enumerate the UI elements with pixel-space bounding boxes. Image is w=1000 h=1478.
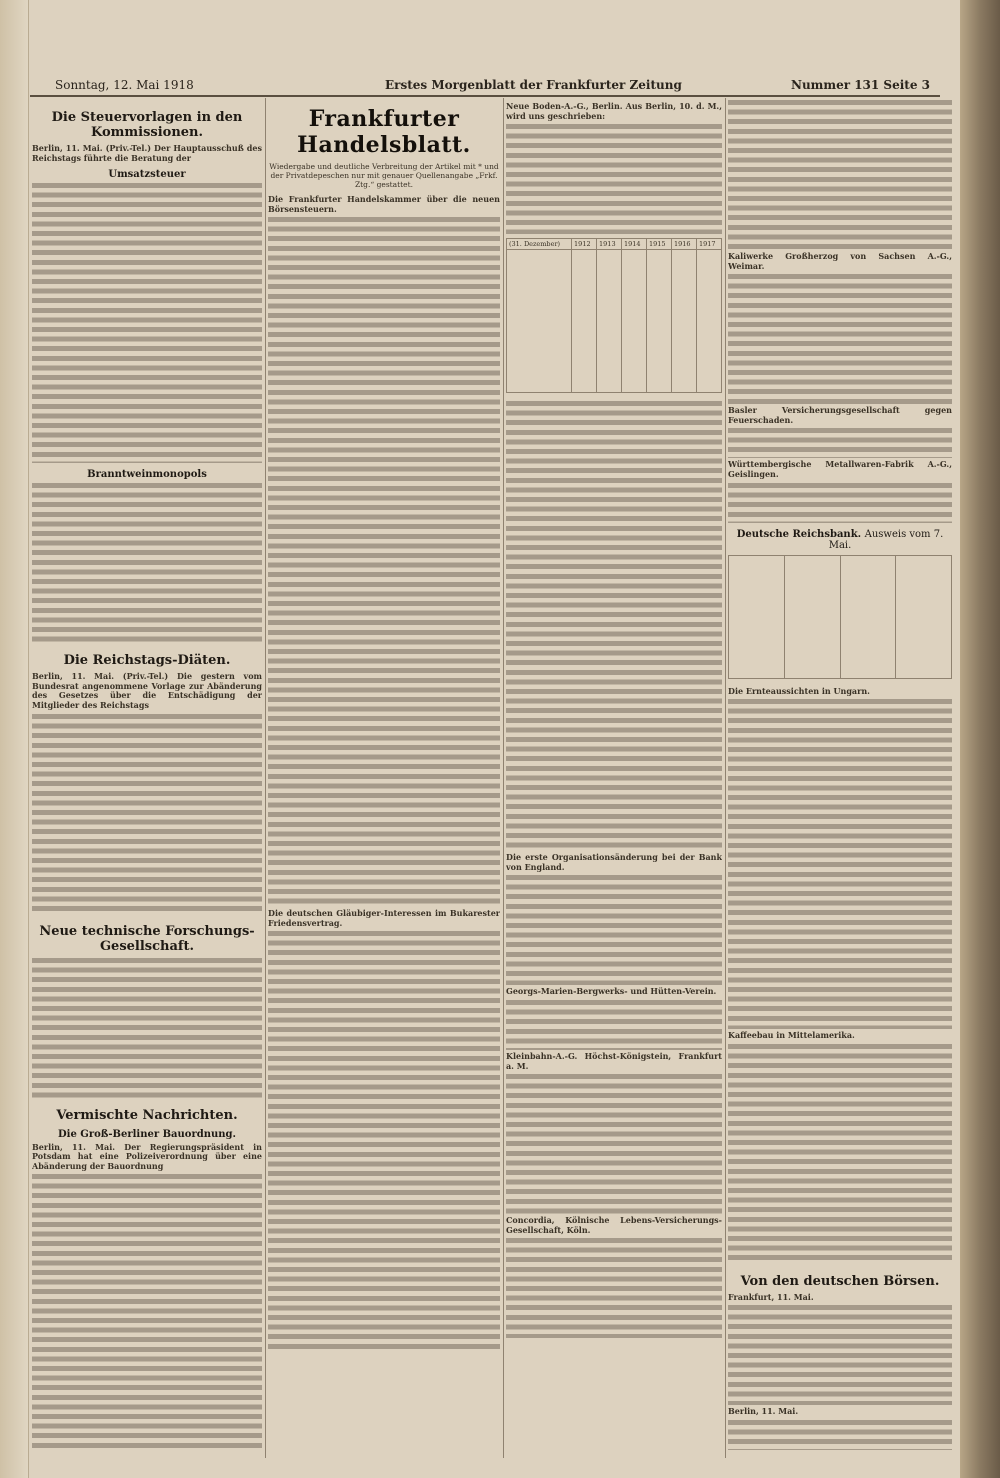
article-body xyxy=(506,1074,722,1214)
table-row xyxy=(729,555,952,678)
reichsbank-note: Ausweis vom 7. Mai. xyxy=(828,528,944,551)
article-lead: Die Frankfurter Handelskammer über die neuen Börsensteuern. xyxy=(268,194,500,214)
column-1 xyxy=(32,100,262,1450)
headline-reichstags-diaeten: Die Reichstags-Diäten. xyxy=(63,653,231,669)
article-body xyxy=(32,958,262,1098)
section-title-handelsblatt: Frankfurter Handelsblatt. xyxy=(297,106,471,158)
article-lead: Frankfurt, 11. Mai. xyxy=(728,1291,814,1302)
article-lead: Die Ernteaussichten in Ungarn. xyxy=(728,685,870,696)
table-header: 1915 xyxy=(647,239,672,250)
reichsbank-table xyxy=(728,555,952,679)
table-header: 1916 xyxy=(671,239,696,250)
article-body xyxy=(728,1420,952,1450)
article-lead: Concordia, Kölnische Lebens-Versicherungs-Gesellschaft, Köln. xyxy=(506,1215,722,1235)
article-body xyxy=(728,699,952,1029)
headline-steuervorlagen: Die Steuervorlagen in den Kommissionen. xyxy=(51,110,243,140)
article-lead: Berlin, 11. Mai. Der Regierungspräsident in Potsdam hat eine Polizeiverordnung über eine Abänderung der Bauordnung xyxy=(32,1141,262,1171)
column-3 xyxy=(506,100,722,1450)
article-lead: Kaliwerke Großherzog von Sachsen A.-G., Weimar. xyxy=(728,251,952,271)
article-lead: Die deutschen Gläubiger-Interessen im Bukarester Friedensvertrag. xyxy=(268,908,500,928)
article-body xyxy=(268,217,500,907)
article-body xyxy=(728,100,952,250)
article-body xyxy=(506,1238,722,1338)
table-header: 1914 xyxy=(622,239,647,250)
table-header: 1917 xyxy=(696,239,721,250)
article-lead: Neue Boden-A.-G., Berlin. Aus Berlin, 10. d. M., wird uns geschrieben: xyxy=(506,101,722,121)
masthead-title: Erstes Morgenblatt der Frankfurter Zeitung xyxy=(385,78,682,92)
article-lead: Berlin, 11. Mai. xyxy=(728,1406,799,1417)
article-lead: Berlin, 11. Mai. (Priv.-Tel.) Der Hauptausschuß des Reichstags führte die Beratung der xyxy=(32,143,262,163)
masthead-date: Sonntag, 12. Mai 1918 xyxy=(55,78,194,92)
article-lead: Die erste Organisationsänderung bei der Bank von England. xyxy=(506,852,722,872)
headline-reichsbank xyxy=(728,529,952,551)
table-header: 1912 xyxy=(572,239,597,250)
article-body xyxy=(32,183,262,463)
column-4 xyxy=(728,100,952,1450)
article-body xyxy=(728,1305,952,1405)
table-header: (31. Dezember) xyxy=(507,239,572,250)
masthead-page-number: Nummer 131 Seite 3 xyxy=(790,78,930,92)
book-edge xyxy=(960,0,1000,1478)
column-divider xyxy=(503,98,504,1458)
section-subtitle: Wiedergabe und deutliche Verbreitung der Artikel mit * und der Privatdepeschen nur mit genauer Quellenangabe „Frkf. Ztg.“ gestattet. xyxy=(269,162,499,189)
article-lead: Kleinbahn-A.-G. Höchst-Königstein, Frankfurt a. M. xyxy=(506,1050,722,1071)
balance-table xyxy=(506,238,722,393)
column-2 xyxy=(268,100,500,1450)
previous-page-edge xyxy=(0,0,29,1478)
table-row xyxy=(507,250,722,393)
article-lead: Berlin, 11. Mai. (Priv.-Tel.) Die gestern vom Bundesrat angenommene Vorlage zur Abänderung des Gesetzes über die Entschädigung der Mitglieder des Reichstags xyxy=(32,671,262,710)
article-body xyxy=(506,1000,722,1050)
subhead-branntweinmonopol: Branntweinmonopols xyxy=(87,469,207,481)
reichsbank-title: Deutsche Reichsbank. xyxy=(736,528,862,540)
article-body xyxy=(728,274,952,404)
article-lead: Basler Versicherungsgesellschaft gegen Feuerschaden. xyxy=(728,405,952,425)
table-header: 1913 xyxy=(597,239,622,250)
article-body xyxy=(728,428,952,458)
article-body xyxy=(32,714,262,914)
headline-deutsche-boersen: Von den deutschen Börsen. xyxy=(740,1273,940,1289)
article-lead: Württembergische Metallwaren-Fabrik A.-G., Geislingen. xyxy=(728,459,952,479)
article-body xyxy=(506,401,722,851)
article-body xyxy=(506,124,722,234)
article-lead: Georgs-Marien-Bergwerks- und Hütten-Verein. xyxy=(506,986,717,997)
article-body xyxy=(32,483,262,643)
table-header-row xyxy=(507,239,722,250)
article-body xyxy=(506,875,722,985)
column-divider xyxy=(725,98,726,1458)
headline-forschungs-gesellschaft: Neue technische Forschungs-Gesellschaft. xyxy=(39,923,255,954)
masthead-rule xyxy=(30,95,940,97)
subhead-umsatzsteuer: Umsatzsteuer xyxy=(108,169,186,181)
article-body xyxy=(728,483,952,523)
subhead-bauordnung: Die Groß-Berliner Bauordnung. xyxy=(57,1128,237,1140)
article-lead: Kaffeebau in Mittelamerika. xyxy=(728,1030,855,1041)
column-divider xyxy=(265,98,266,1458)
article-body xyxy=(32,1174,262,1450)
headline-vermischte-nachrichten: Vermischte Nachrichten. xyxy=(56,1107,238,1123)
article-body xyxy=(728,1044,952,1264)
article-body xyxy=(268,931,500,1351)
